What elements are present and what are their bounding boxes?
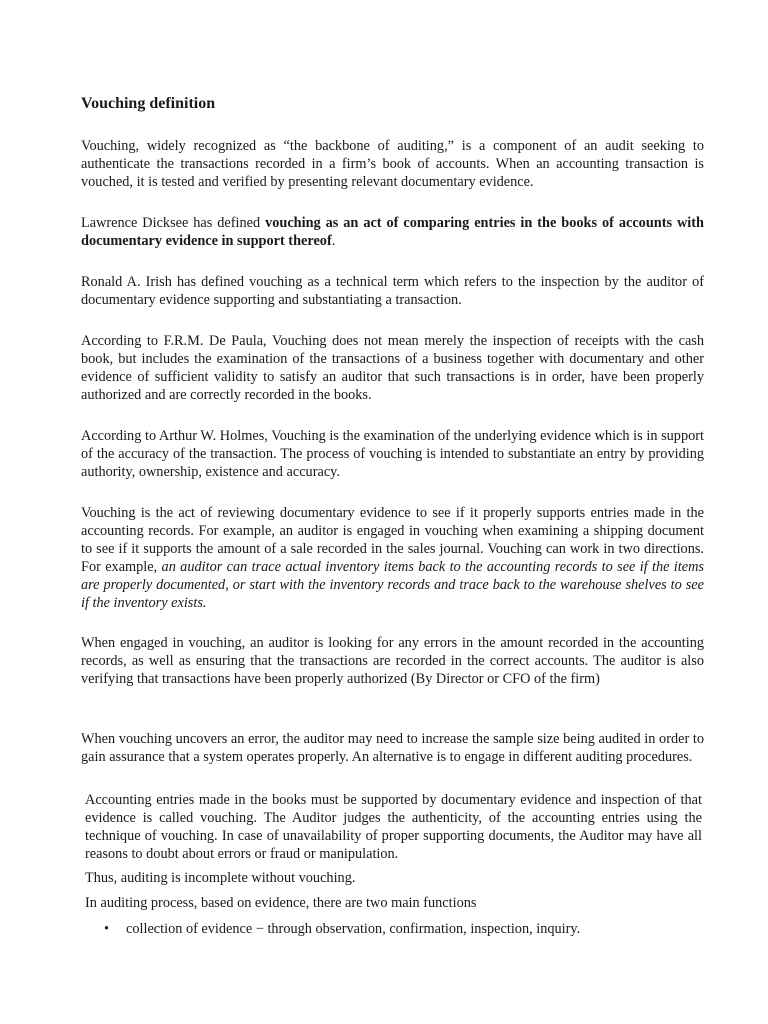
vouching-act-example: an auditor can trace actual inventory items back to the accounting records to see if the items are properly documented, or start with the inventory records and trace back to the warehouse shelves to see if the inventory exists. <box>81 559 704 611</box>
paragraph-main-functions: In auditing process, based on evidence, there are two main functions <box>85 895 477 911</box>
paragraph-errors: When engaged in vouching, an auditor is looking for any errors in the amount recorded in the accounting records, as well as ensuring that the transactions are recorded in the correct accounts. The auditor is also verifying that transactions have been properly authorized (By Director or CFO of the firm) <box>81 635 704 687</box>
paragraph-intro: Vouching, widely recognized as “the backbone of auditing,” is a component of an audit seeking to authenticate the transactions recorded in a firm’s book of accounts. When an accounting transaction is vouched, it is tested and verified by presenting relevant documentary evidence. <box>81 138 704 190</box>
paragraph-supporting-evidence: Accounting entries made in the books must be supported by documentary evidence and inspection of that evidence is called vouching. The Auditor judges the authenticity, of the accounting entries using the technique of vouching. In case of unavailability of proper supporting documents, the Auditor may have all reasons to doubt about errors or fraud or manipulation. <box>85 792 702 862</box>
paragraph-irish: Ronald A. Irish has defined vouching as a technical term which refers to the inspection by the auditor of documentary evidence supporting and substantiating a transaction. <box>81 274 704 308</box>
paragraph-incomplete: Thus, auditing is incomplete without vouching. <box>85 870 356 886</box>
paragraph-holmes: According to Arthur W. Holmes, Vouching is the examination of the underlying evidence which is in support of the accuracy of the transaction. The process of vouching is intended to substantiate an entry by providing authority, ownership, existence and accuracy. <box>81 428 704 480</box>
paragraph-vouching-act <box>81 504 704 612</box>
paragraph-sample-size: When vouching uncovers an error, the auditor may need to increase the sample size being audited in order to gain assurance that a system operates properly. An alternative is to engage in different auditing procedures. <box>81 731 704 765</box>
paragraph-de-paula: According to F.R.M. De Paula, Vouching does not mean merely the inspection of receipts with the cash book, but includes the examination of the transactions of a business together with documentary and other evidence of sufficient validity to satisfy an auditor that such transactions is in order, have been properly authorized and are correctly recorded in the books. <box>81 333 704 403</box>
list-item <box>104 920 580 938</box>
dicksee-tail: . <box>331 233 336 249</box>
paragraph-dicksee <box>81 214 704 250</box>
dicksee-definition: vouching as an act of comparing entries in the books of accounts with documentary evidence in support thereof <box>81 215 704 249</box>
bullet-icon: • <box>104 921 110 937</box>
list-item-text: collection of evidence − through observation, confirmation, inspection, inquiry. <box>126 921 581 937</box>
functions-list <box>104 920 580 938</box>
page-title: Vouching definition <box>81 95 216 112</box>
vouching-act-lead: Vouching is the act of reviewing documentary evidence to see if it properly supports entries made in the accounting records. For example, an auditor is engaged in vouching when examining a shipping document to see if it supports the amount of a sale recorded in the sales journal. Vouching can work in two directions. For example, <box>81 505 704 575</box>
dicksee-lead: Lawrence Dicksee has defined <box>81 215 266 231</box>
